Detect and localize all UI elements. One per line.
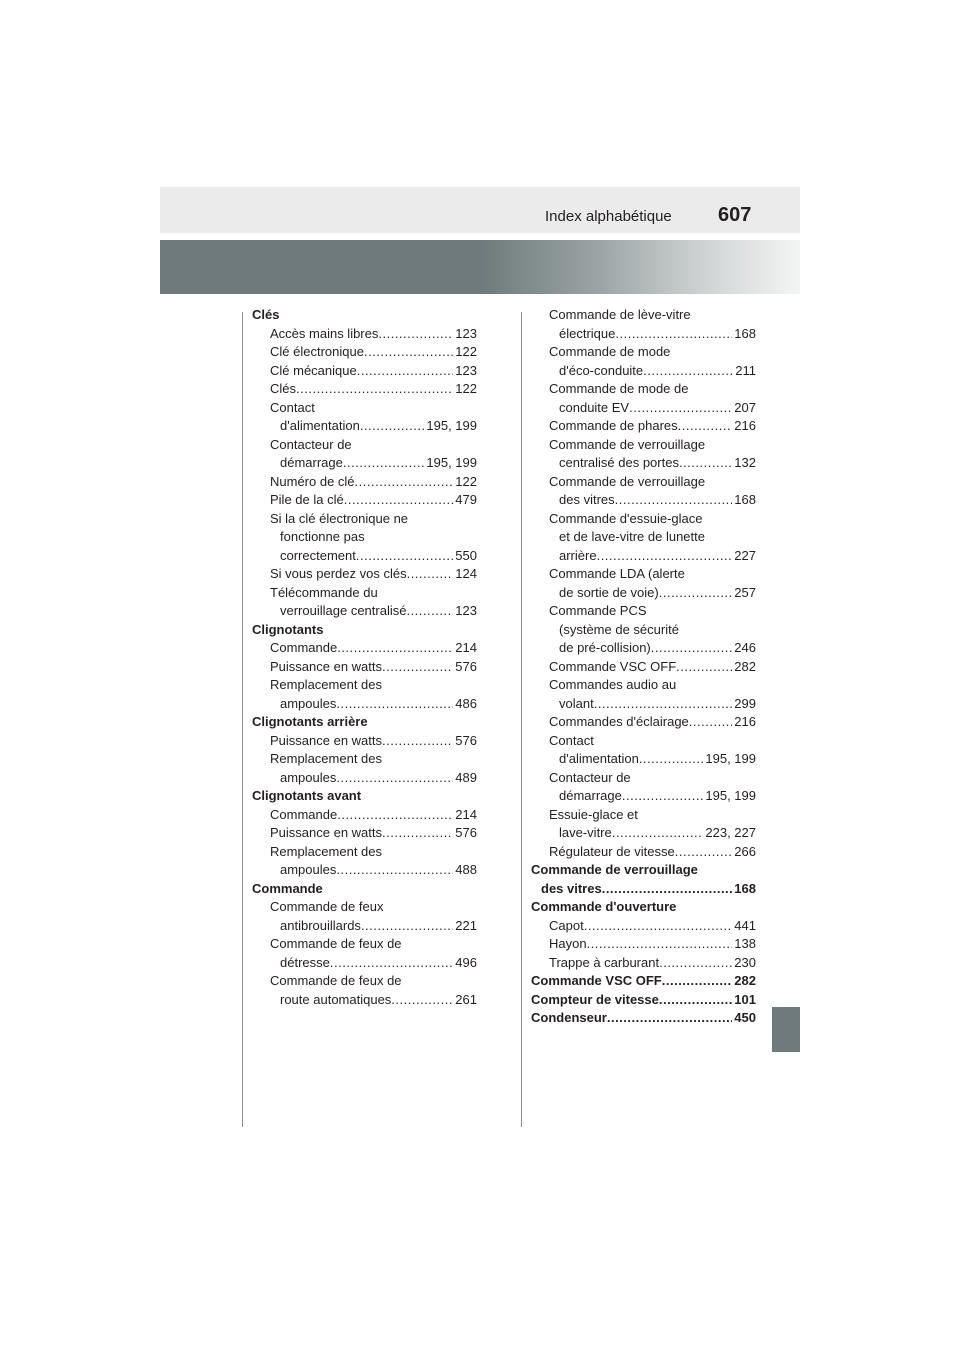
page-reference: 576 xyxy=(455,825,477,840)
index-entry xyxy=(531,602,756,658)
dot-leader xyxy=(659,584,733,603)
dot-leader xyxy=(382,824,453,843)
entry-line xyxy=(270,565,477,584)
page-reference: 576 xyxy=(455,658,477,674)
entry-line xyxy=(549,695,756,714)
dot-leader xyxy=(622,787,704,806)
entry-line xyxy=(270,547,477,566)
dot-leader xyxy=(615,325,732,344)
index-entry xyxy=(531,436,756,473)
page-reference: 246 xyxy=(734,640,756,655)
entry-label: ampoules xyxy=(280,695,337,711)
dot-leader xyxy=(336,861,453,880)
index-entry xyxy=(252,843,477,880)
page-reference: 132 xyxy=(734,455,756,470)
entry-label: et de lave-vitre de lunette xyxy=(559,529,705,544)
index-entry xyxy=(252,806,477,825)
index-entry xyxy=(252,898,477,935)
page-reference: 261 xyxy=(455,991,477,1007)
entry-label: Commandes audio au xyxy=(549,677,677,692)
entry-label: Pile de la clé xyxy=(270,492,344,507)
index-entry xyxy=(531,380,756,417)
entry-line xyxy=(270,991,477,1010)
page-reference: 486 xyxy=(455,695,477,711)
entry-label: Remplacement des xyxy=(270,677,382,692)
entry-line xyxy=(549,750,756,769)
entry-line xyxy=(270,362,477,381)
index-entry xyxy=(252,362,477,381)
dot-leader xyxy=(364,343,453,362)
entry-line xyxy=(549,787,756,806)
entry-line xyxy=(270,454,477,473)
page-reference: 488 xyxy=(455,862,477,877)
header-bar xyxy=(160,187,800,233)
entry-line xyxy=(270,380,477,399)
page-reference: 257 xyxy=(734,584,756,600)
dot-leader xyxy=(607,1009,732,1028)
entry-line xyxy=(549,713,756,732)
entry-line xyxy=(549,917,756,936)
entry-line xyxy=(270,491,477,510)
entry-line xyxy=(270,806,477,825)
entry-line xyxy=(549,824,756,843)
index-entry xyxy=(252,325,477,344)
entry-label: électrique xyxy=(559,325,616,341)
page-reference: 216 xyxy=(734,714,756,729)
entry-label: Puissance en watts xyxy=(270,658,383,674)
page-reference: 550 xyxy=(455,547,477,563)
index-entry xyxy=(531,658,756,677)
entry-label: Trappe à carburant xyxy=(549,954,660,970)
entry-label: Commandes d'éclairage xyxy=(549,714,689,729)
index-entry xyxy=(531,510,756,566)
entry-line xyxy=(549,658,756,677)
entry-label: Commande PCS xyxy=(549,603,647,618)
index-entry xyxy=(252,824,477,843)
entry-label: Régulateur de vitesse xyxy=(549,843,675,859)
entry-label: Commande de verrouillage xyxy=(549,436,706,452)
entry-label: (système de sécurité xyxy=(559,621,679,637)
dot-leader xyxy=(378,325,453,344)
entry-line xyxy=(549,362,756,381)
entry-label: Commande de mode de xyxy=(549,381,689,396)
page-reference: 282 xyxy=(734,973,756,988)
index-entry xyxy=(252,380,477,399)
dot-leader xyxy=(407,565,454,584)
index-entry xyxy=(252,510,477,566)
index-entry xyxy=(531,713,756,732)
dot-leader xyxy=(639,750,704,769)
index-heading xyxy=(252,880,477,899)
entry-line xyxy=(549,547,756,566)
entry-line xyxy=(549,454,756,473)
page-reference: 138 xyxy=(734,936,756,951)
index-entry xyxy=(531,806,756,843)
index-heading xyxy=(531,898,756,917)
index-entry xyxy=(252,565,477,584)
entry-label: lave-vitre xyxy=(559,825,612,840)
entry-label: Compteur de vitesse xyxy=(531,991,659,1007)
dot-leader xyxy=(344,491,454,510)
entry-label: Télécommande du xyxy=(270,584,378,600)
entry-label: Commande d'essuie-glace xyxy=(549,510,703,526)
entry-line xyxy=(270,824,477,843)
dot-leader xyxy=(382,658,453,677)
index-column-right xyxy=(531,306,756,1028)
dot-leader xyxy=(643,362,733,381)
entry-line xyxy=(549,417,756,436)
entry-label: Si la clé électronique ne xyxy=(270,510,409,526)
page-reference: 122 xyxy=(455,344,477,359)
page-reference: 122 xyxy=(455,381,477,396)
entry-label: verrouillage centralisé xyxy=(280,603,407,618)
entry-label: démarrage xyxy=(280,455,343,470)
dot-leader xyxy=(336,695,453,714)
page-reference: 216 xyxy=(734,418,756,433)
page-reference: 123 xyxy=(455,603,477,618)
page-reference: 195, 199 xyxy=(705,788,756,803)
dot-leader xyxy=(360,417,425,436)
index-entry xyxy=(252,732,477,751)
dot-leader xyxy=(587,935,733,954)
dot-leader xyxy=(629,399,732,418)
entry-line xyxy=(270,917,477,936)
index-heading xyxy=(531,991,756,1010)
entry-label: Clignotants avant xyxy=(252,788,362,803)
index-entry xyxy=(531,306,756,343)
index-entry xyxy=(252,676,477,713)
entry-line xyxy=(270,325,477,344)
page-reference: 168 xyxy=(734,492,756,507)
entry-line xyxy=(549,584,756,603)
entry-label: d'alimentation xyxy=(559,751,639,766)
dot-leader xyxy=(659,954,732,973)
entry-label: Contact xyxy=(270,399,315,415)
dot-leader xyxy=(584,917,733,936)
entry-label: Puissance en watts xyxy=(270,825,383,840)
dot-leader xyxy=(361,917,453,936)
dot-leader xyxy=(594,695,733,714)
entry-line xyxy=(549,935,756,954)
page-reference: 266 xyxy=(734,843,756,859)
entry-line xyxy=(270,954,477,973)
entry-label: conduite EV xyxy=(559,399,630,415)
dot-leader xyxy=(343,454,425,473)
index-entry xyxy=(252,658,477,677)
entry-line xyxy=(270,658,477,677)
index-entry xyxy=(252,972,477,1009)
index-entry xyxy=(531,935,756,954)
index-entry xyxy=(531,917,756,936)
page-reference: 282 xyxy=(734,658,756,674)
page-reference: 496 xyxy=(455,954,477,970)
dot-leader xyxy=(678,417,733,436)
entry-label: fonctionne pas xyxy=(280,529,365,544)
entry-label: Commande xyxy=(252,880,323,896)
entry-label: d'alimentation xyxy=(280,418,360,433)
page-reference: 299 xyxy=(734,695,756,711)
index-heading xyxy=(252,787,477,806)
page-title: Index alphabétique xyxy=(545,208,672,225)
page-reference: 122 xyxy=(455,473,477,489)
dot-leader xyxy=(659,991,732,1010)
entry-label: Commande de mode xyxy=(549,344,671,359)
entry-label: Essuie-glace et xyxy=(549,806,638,822)
entry-label: d'éco-conduite xyxy=(559,362,644,378)
entry-label: Si vous perdez vos clés xyxy=(270,566,407,581)
entry-line xyxy=(549,639,756,658)
entry-label: Commande d'ouverture xyxy=(531,899,677,914)
dot-leader xyxy=(662,972,733,991)
entry-label: Condenseur xyxy=(531,1010,607,1025)
entry-line xyxy=(270,602,477,621)
page-reference: 230 xyxy=(734,954,756,970)
column-rule-left xyxy=(242,312,243,1127)
entry-label: Puissance en watts xyxy=(270,732,383,748)
header-banner xyxy=(160,240,800,294)
entry-label: des vitres xyxy=(541,880,602,896)
dot-leader xyxy=(406,602,453,621)
entry-line xyxy=(531,991,756,1010)
page-reference: 195, 199 xyxy=(705,751,756,766)
entry-label: Commande de feux de xyxy=(270,936,402,951)
page-reference: 168 xyxy=(734,325,756,341)
index-heading xyxy=(252,306,477,325)
page-reference: 195, 199 xyxy=(426,418,477,433)
index-entry xyxy=(531,732,756,769)
page-reference: 214 xyxy=(455,640,477,655)
index-entry xyxy=(252,491,477,510)
entry-label: Accès mains libres xyxy=(270,325,379,341)
entry-label: Commande xyxy=(270,640,338,655)
entry-label: Contacteur de xyxy=(270,436,352,452)
dot-leader xyxy=(651,639,733,658)
page-reference: 207 xyxy=(734,399,756,415)
index-heading xyxy=(252,621,477,640)
dot-leader xyxy=(676,658,732,677)
dot-leader xyxy=(382,732,453,751)
chapter-tab xyxy=(772,1007,800,1052)
dot-leader xyxy=(356,547,453,566)
entry-label: arrière xyxy=(559,547,597,563)
entry-line xyxy=(270,473,477,492)
entry-label: des vitres xyxy=(559,492,615,507)
entry-label: Commande de feux de xyxy=(270,973,402,988)
page-reference: 227 xyxy=(734,547,756,563)
entry-label: détresse xyxy=(280,954,330,970)
dot-leader xyxy=(615,491,733,510)
index-entry xyxy=(252,750,477,787)
page-reference: 211 xyxy=(735,362,756,378)
page-reference: 479 xyxy=(455,492,477,507)
index-entry xyxy=(252,473,477,492)
dot-leader xyxy=(679,454,732,473)
dot-leader xyxy=(330,954,453,973)
index-heading xyxy=(252,713,477,732)
entry-label: centralisé des portes xyxy=(559,455,679,470)
index-entry xyxy=(531,769,756,806)
dot-leader xyxy=(597,547,733,566)
page-reference: 576 xyxy=(455,732,477,748)
page-reference: 195, 199 xyxy=(426,455,477,470)
page-number: 607 xyxy=(718,204,752,226)
entry-line xyxy=(270,732,477,751)
entry-line xyxy=(549,843,756,862)
entry-line xyxy=(270,769,477,788)
entry-label: Commande VSC OFF xyxy=(531,973,662,988)
dot-leader xyxy=(357,362,454,381)
index-column-left xyxy=(252,306,477,1009)
entry-label: Numéro de clé xyxy=(270,473,355,489)
page-reference: 221 xyxy=(455,917,477,933)
index-entry xyxy=(252,399,477,436)
index-heading xyxy=(531,972,756,991)
index-entry xyxy=(252,436,477,473)
index-heading xyxy=(531,1009,756,1028)
entry-line xyxy=(549,399,756,418)
entry-label: Clés xyxy=(270,381,297,396)
entry-line xyxy=(270,417,477,436)
page-reference: 168 xyxy=(734,880,756,896)
entry-label: Commande xyxy=(270,806,338,822)
entry-label: ampoules xyxy=(280,862,337,877)
entry-line xyxy=(549,491,756,510)
dot-leader xyxy=(675,843,733,862)
index-entry xyxy=(531,343,756,380)
entry-label: Commande LDA (alerte xyxy=(549,566,685,581)
index-entry xyxy=(531,473,756,510)
entry-label: Hayon xyxy=(549,936,587,951)
entry-line xyxy=(270,695,477,714)
entry-line xyxy=(270,343,477,362)
entry-label: Commande de feux xyxy=(270,899,384,914)
page-reference: 123 xyxy=(455,325,477,341)
index-entry xyxy=(252,584,477,621)
entry-label: Commande de lève-vitre xyxy=(549,307,691,322)
dot-leader xyxy=(355,473,454,492)
dot-leader xyxy=(612,824,704,843)
entry-line xyxy=(549,325,756,344)
dot-leader xyxy=(391,991,453,1010)
index-entry xyxy=(252,343,477,362)
dot-leader xyxy=(337,806,453,825)
index-entry xyxy=(531,676,756,713)
page-reference: 489 xyxy=(455,769,477,785)
column-rule-middle xyxy=(521,312,522,1127)
entry-label: Commande de phares xyxy=(549,418,678,433)
entry-label: Capot xyxy=(549,917,584,933)
page-reference: 441 xyxy=(734,917,756,933)
entry-label: Commande de verrouillage xyxy=(549,473,706,489)
entry-label: antibrouillards xyxy=(280,917,361,933)
entry-line xyxy=(549,954,756,973)
dot-leader xyxy=(296,380,453,399)
entry-line xyxy=(531,1009,756,1028)
entry-label: Clé électronique xyxy=(270,344,364,359)
entry-label: Contact xyxy=(549,732,594,748)
entry-label: Remplacement des xyxy=(270,843,382,859)
entry-label: route automatiques xyxy=(280,991,392,1007)
page-reference: 450 xyxy=(734,1010,756,1025)
index-entry xyxy=(531,565,756,602)
entry-line xyxy=(531,972,756,991)
entry-label: de pré-collision) xyxy=(559,640,651,655)
page-reference: 223, 227 xyxy=(705,825,756,840)
index-entry xyxy=(531,417,756,436)
page-reference: 101 xyxy=(734,991,756,1007)
index-heading xyxy=(531,861,756,898)
dot-leader xyxy=(602,880,733,899)
entry-label: de sortie de voie) xyxy=(559,584,659,600)
entry-label: Clé mécanique xyxy=(270,362,357,378)
entry-label: Clignotants xyxy=(252,621,324,637)
index-entry xyxy=(252,935,477,972)
entry-label: Clés xyxy=(252,307,280,322)
entry-label: Remplacement des xyxy=(270,751,382,766)
entry-label: démarrage xyxy=(559,788,622,803)
page-reference: 124 xyxy=(455,566,477,581)
entry-label: Commande de verrouillage xyxy=(531,862,698,877)
entry-line xyxy=(270,861,477,880)
index-entry xyxy=(252,639,477,658)
entry-label: correctement xyxy=(280,547,356,563)
dot-leader xyxy=(689,713,733,732)
entry-label: Clignotants arrière xyxy=(252,714,368,729)
entry-line xyxy=(531,880,756,899)
index-entry xyxy=(531,843,756,862)
index-entry xyxy=(531,954,756,973)
entry-label: Commande VSC OFF xyxy=(549,658,677,674)
page-reference: 123 xyxy=(455,362,477,378)
entry-label: Contacteur de xyxy=(549,769,631,785)
entry-label: volant xyxy=(559,695,594,711)
dot-leader xyxy=(336,769,453,788)
entry-line xyxy=(270,639,477,658)
page-reference: 214 xyxy=(455,806,477,822)
dot-leader xyxy=(337,639,453,658)
entry-label: ampoules xyxy=(280,769,337,785)
